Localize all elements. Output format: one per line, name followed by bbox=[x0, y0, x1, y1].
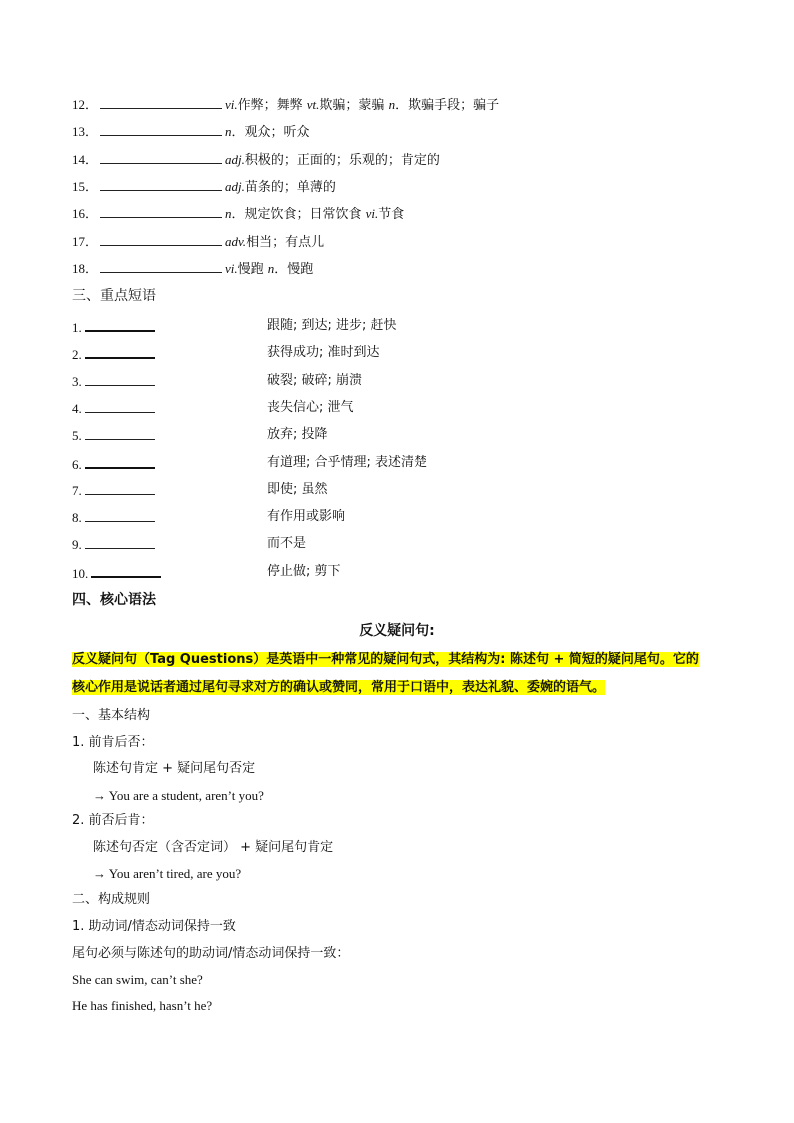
phrase-item bbox=[72, 343, 572, 363]
phrase-answer-blank[interactable] bbox=[91, 562, 161, 578]
phrase-item bbox=[72, 425, 572, 445]
example-sentence: → You are a student, aren’t you? bbox=[93, 788, 264, 803]
phrase-item bbox=[72, 507, 572, 527]
phrase-definition: 即使; 虽然 bbox=[267, 481, 328, 497]
vocab-number: 15． bbox=[72, 178, 99, 194]
phrase-number: 6. bbox=[72, 456, 82, 472]
grammar-text-line: 尾句必须与陈述句的助动词/情态动词保持一致： bbox=[72, 946, 350, 961]
grammar-text-line: 陈述句肯定 + 疑问尾句否定 bbox=[93, 761, 256, 776]
definition-text: ．欺骗手段；骗子 bbox=[395, 98, 500, 113]
vocab-answer-blank[interactable] bbox=[100, 231, 222, 246]
vocab-answer-blank[interactable] bbox=[100, 121, 222, 136]
phrase-answer-blank[interactable] bbox=[85, 316, 155, 332]
vocab-answer-blank[interactable] bbox=[100, 94, 222, 109]
vocab-number: 13． bbox=[72, 124, 99, 140]
vocab-number: 14． bbox=[72, 151, 99, 167]
phrase-answer-blank[interactable] bbox=[85, 425, 155, 440]
part-of-speech: n bbox=[267, 260, 275, 276]
definition-text: 节食 bbox=[378, 207, 405, 223]
definition-text: 作弊；舞弊 bbox=[237, 98, 307, 113]
part-of-speech: n bbox=[225, 124, 232, 140]
part-of-speech: adj. bbox=[225, 178, 245, 194]
phrase-number: 2. bbox=[72, 347, 82, 363]
phrase-number: 1. bbox=[72, 320, 82, 335]
phrase-item bbox=[72, 480, 572, 500]
definition-text: ．规定饮食；日常饮食 bbox=[231, 207, 366, 223]
phrase-number: 7. bbox=[72, 482, 82, 498]
vocab-definition bbox=[225, 235, 324, 250]
part-of-speech: vi. bbox=[225, 260, 238, 276]
vocab-answer-blank[interactable] bbox=[100, 203, 222, 218]
part-of-speech: adj. bbox=[225, 151, 245, 167]
grammar-text-line: 一、基本结构 bbox=[72, 708, 151, 723]
phrase-definition: 而不是 bbox=[267, 536, 307, 552]
vocab-answer-blank[interactable] bbox=[100, 176, 222, 191]
definition-text: ．慢跑 bbox=[274, 261, 314, 277]
section-title-grammar: 四、核心语法 bbox=[72, 592, 156, 608]
section-title-phrases: 三、重点短语 bbox=[72, 288, 156, 304]
vocab-definition bbox=[225, 180, 336, 195]
phrase-number: 5. bbox=[72, 428, 82, 444]
phrase-answer-blank[interactable] bbox=[85, 398, 155, 413]
phrase-definition: 丧失信心; 泄气 bbox=[267, 399, 354, 415]
phrase-answer-blank[interactable] bbox=[85, 534, 155, 549]
vocab-definition bbox=[225, 125, 310, 140]
phrase-item bbox=[72, 316, 572, 336]
part-of-speech: vi. bbox=[365, 206, 379, 222]
phrase-item bbox=[72, 398, 572, 418]
vocab-definition bbox=[225, 98, 499, 113]
phrase-number: 10. bbox=[72, 565, 89, 581]
vocab-definition bbox=[225, 262, 313, 277]
vocab-answer-blank[interactable] bbox=[100, 258, 222, 273]
definition-text: 相当；有点儿 bbox=[246, 234, 325, 250]
part-of-speech: adv. bbox=[225, 233, 247, 249]
definition-text: 慢跑 bbox=[237, 261, 268, 277]
phrase-definition: 放弃; 投降 bbox=[267, 427, 328, 443]
part-of-speech: vi. bbox=[225, 97, 238, 112]
grammar-intro-line-2: 核心作用是说话者通过尾句寻求对方的确认或赞同，常用于口语中，表达礼貌、委婉的语气。 bbox=[72, 680, 606, 695]
vocab-item bbox=[72, 176, 336, 196]
vocab-item bbox=[72, 258, 313, 278]
grammar-text-line: 陈述句否定（含否定词） + 疑问尾句肯定 bbox=[93, 840, 334, 855]
phrase-definition: 有道理; 合乎情理; 表述清楚 bbox=[267, 454, 428, 470]
phrase-number: 3. bbox=[72, 373, 82, 389]
phrase-definition: 跟随; 到达; 进步; 赶快 bbox=[267, 318, 397, 333]
grammar-intro-line-1: 反义疑问句（Tag Questions）是英语中一种常见的疑问句式，其结构为: 陈述句 + 简短的疑问尾句。它的 bbox=[72, 652, 699, 667]
definition-text: 积极的；正面的；乐观的；肯定的 bbox=[244, 152, 440, 168]
phrase-definition: 有作用或影响 bbox=[267, 509, 346, 525]
phrase-answer-blank[interactable] bbox=[85, 343, 155, 359]
grammar-heading: 反义疑问句: bbox=[359, 623, 435, 639]
phrase-item bbox=[72, 371, 572, 391]
vocab-number: 17． bbox=[72, 233, 99, 249]
vocab-number: 12． bbox=[72, 97, 99, 112]
vocab-number: 16． bbox=[72, 206, 99, 222]
phrase-definition: 停止做; 剪下 bbox=[267, 563, 341, 579]
part-of-speech: n bbox=[388, 97, 396, 112]
phrase-number: 8. bbox=[72, 510, 82, 526]
phrase-definition: 破裂; 破碎; 崩溃 bbox=[267, 372, 363, 388]
definition-text: 欺骗；蒙骗 bbox=[319, 98, 389, 113]
part-of-speech: vt. bbox=[306, 97, 320, 112]
example-sentence: She can swim, can’t she? bbox=[72, 972, 203, 987]
phrase-answer-blank[interactable] bbox=[85, 480, 155, 495]
vocab-item bbox=[72, 231, 324, 251]
phrase-item bbox=[72, 534, 572, 554]
grammar-intro bbox=[72, 646, 724, 702]
definition-text: 苗条的；单薄的 bbox=[244, 179, 336, 195]
part-of-speech: n bbox=[225, 206, 232, 222]
phrase-item bbox=[72, 453, 572, 473]
phrase-number: 9. bbox=[72, 537, 82, 553]
phrase-answer-blank[interactable] bbox=[85, 453, 155, 469]
grammar-text-line: 1. 前肯后否： bbox=[72, 735, 154, 750]
phrase-definition: 获得成功; 准时到达 bbox=[267, 345, 380, 361]
vocab-item bbox=[72, 149, 440, 169]
vocab-item bbox=[72, 121, 310, 141]
phrase-answer-blank[interactable] bbox=[85, 371, 155, 386]
vocab-item bbox=[72, 94, 499, 114]
grammar-text-line: 1. 助动词/情态动词保持一致 bbox=[72, 919, 236, 934]
definition-text: ．观众；听众 bbox=[231, 125, 310, 141]
phrase-item bbox=[72, 562, 572, 582]
vocab-definition bbox=[225, 153, 440, 168]
vocab-item bbox=[72, 203, 404, 223]
grammar-text-line: 2. 前否后肯： bbox=[72, 813, 154, 828]
phrase-number: 4. bbox=[72, 400, 82, 416]
vocab-definition bbox=[225, 207, 404, 222]
example-sentence: → You aren’t tired, are you? bbox=[93, 866, 242, 881]
grammar-text-line: 二、构成规则 bbox=[72, 892, 151, 907]
phrase-answer-blank[interactable] bbox=[85, 507, 155, 522]
vocab-answer-blank[interactable] bbox=[100, 149, 222, 164]
vocab-number: 18． bbox=[72, 260, 99, 276]
example-sentence: He has finished, hasn’t he? bbox=[72, 998, 213, 1013]
